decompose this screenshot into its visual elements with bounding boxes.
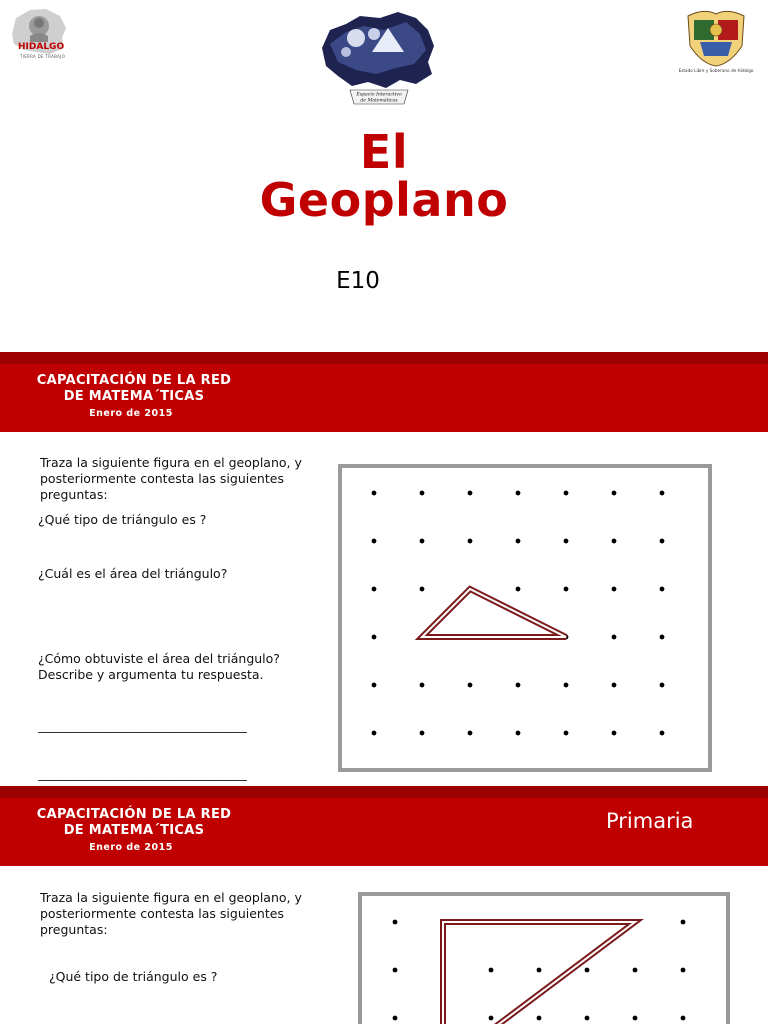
geoboard-peg: [612, 491, 617, 496]
geoboard-peg: [633, 968, 638, 973]
geoboard-peg: [516, 491, 521, 496]
page-title: [184, 125, 584, 227]
banner-title-line-1: CAPACITACIÓN DE LA RED: [36, 373, 232, 388]
geoboard-peg: [612, 539, 617, 544]
instruction-text-1: [40, 455, 310, 503]
geoboard-1: [338, 464, 712, 772]
geoboard-peg: [612, 635, 617, 640]
geoboard-peg: [393, 1016, 398, 1021]
banner-title-line-2: DE MATEMA´TICAS: [63, 389, 205, 404]
geoboard-peg: [393, 920, 398, 925]
geoboard-peg: [681, 920, 686, 925]
banner-title-line-1: CAPACITACIÓN DE LA RED: [36, 807, 232, 822]
geoboard-peg: [564, 587, 569, 592]
title-slide: [0, 0, 768, 352]
question-area-method-line-1: ¿Cómo obtuviste el área del triángulo?: [38, 651, 280, 666]
geoboard-peg: [612, 731, 617, 736]
geoboard-peg: [372, 683, 377, 688]
question-area-method: [38, 651, 280, 683]
question-triangle-type: ¿Qué tipo de triángulo es ?: [38, 512, 207, 527]
geoboard-1-canvas: [338, 464, 712, 772]
geoboard-peg: [468, 491, 473, 496]
geoboard-peg: [660, 731, 665, 736]
geoboard-peg: [489, 1016, 494, 1021]
geoboard-peg: [660, 491, 665, 496]
instruction-text-2: [40, 890, 350, 938]
geoboard-peg: [372, 731, 377, 736]
geoboard-peg: [516, 587, 521, 592]
geoboard-peg: [660, 587, 665, 592]
banner-title: [28, 807, 240, 839]
geoboard-peg: [420, 491, 425, 496]
geoboard-peg: [564, 491, 569, 496]
geoboard-peg: [420, 587, 425, 592]
title-line-2: Geoplano: [259, 173, 509, 227]
geoboard-peg: [564, 683, 569, 688]
geoboard-peg: [420, 539, 425, 544]
geoboard-peg: [537, 1016, 542, 1021]
geoboard-peg: [420, 731, 425, 736]
title-line-1: El: [359, 125, 409, 179]
coat-of-arms-caption: Estado Libre y Soberano de Hidalgo: [678, 68, 754, 73]
banner-top-stripe: [0, 352, 768, 364]
banner-date: Enero de 2015: [89, 842, 173, 853]
center-logo-line1: Espacio Interactivo: [356, 92, 402, 98]
geoboard-2-frame: [360, 894, 728, 1024]
espacio-interactivo-logo: [316, 8, 442, 108]
geoboard-peg: [612, 587, 617, 592]
banner-top-stripe: [0, 786, 768, 798]
instruction-line-1: Traza la siguiente figura en el geoplano, y: [40, 455, 302, 470]
question-area-method-line-2: Describe y argumenta tu respuesta.: [38, 667, 264, 682]
header-banner-2: [0, 786, 768, 866]
geoboard-peg: [489, 968, 494, 973]
geoboard-peg: [468, 539, 473, 544]
geoboard-peg: [585, 968, 590, 973]
coat-of-arms-logo: [684, 6, 748, 68]
geoboard-peg: [633, 1016, 638, 1021]
geoboard-peg: [660, 683, 665, 688]
level-label: Primaria: [606, 809, 694, 833]
geoboard-peg: [516, 683, 521, 688]
answer-line[interactable]: ______________________________________: [38, 719, 247, 733]
geoboard-peg: [372, 539, 377, 544]
center-logo-line2: de Matemáticas: [360, 98, 398, 104]
geoboard-peg: [660, 539, 665, 544]
geoboard-peg: [564, 539, 569, 544]
geoboard-peg: [393, 968, 398, 973]
geoboard-2: [358, 892, 732, 1024]
geoboard-peg: [681, 968, 686, 973]
geoboard-peg: [468, 731, 473, 736]
answer-lines: [38, 686, 247, 790]
geoboard-peg: [612, 683, 617, 688]
instruction-line-2: posteriormente contesta las siguientes: [40, 471, 284, 486]
geoboard-peg: [372, 491, 377, 496]
instruction-line-3: preguntas:: [40, 487, 108, 502]
geoboard-peg: [468, 683, 473, 688]
geoboard-peg: [420, 683, 425, 688]
banner-date: Enero de 2015: [89, 408, 173, 419]
header-banner-1: [0, 352, 768, 432]
exercise-code: E10: [336, 268, 380, 294]
geoboard-2-canvas: [358, 892, 732, 1024]
hidalgo-logo-subtext: TIERRA DE TRABAJO: [20, 54, 66, 59]
instruction-line-1: Traza la siguiente figura en el geoplano, y: [40, 890, 302, 905]
geoboard-peg: [372, 635, 377, 640]
geoboard-peg: [516, 539, 521, 544]
hidalgo-logo-text: HIDALGO: [18, 42, 65, 52]
geoboard-peg: [372, 587, 377, 592]
question-triangle-area: ¿Cuál es el área del triángulo?: [38, 566, 228, 581]
geoboard-peg: [585, 1016, 590, 1021]
geoboard-peg: [516, 731, 521, 736]
banner-title-line-2: DE MATEMA´TICAS: [63, 823, 205, 838]
question-triangle-type: ¿Qué tipo de triángulo es ?: [49, 969, 218, 984]
answer-line[interactable]: ______________________________________: [38, 767, 247, 781]
geoboard-peg: [564, 731, 569, 736]
geoboard-peg: [660, 635, 665, 640]
instruction-line-2: posteriormente contesta las siguientes preguntas:: [40, 906, 284, 937]
banner-title: [28, 373, 240, 405]
geoboard-peg: [537, 968, 542, 973]
geoboard-peg: [681, 1016, 686, 1021]
